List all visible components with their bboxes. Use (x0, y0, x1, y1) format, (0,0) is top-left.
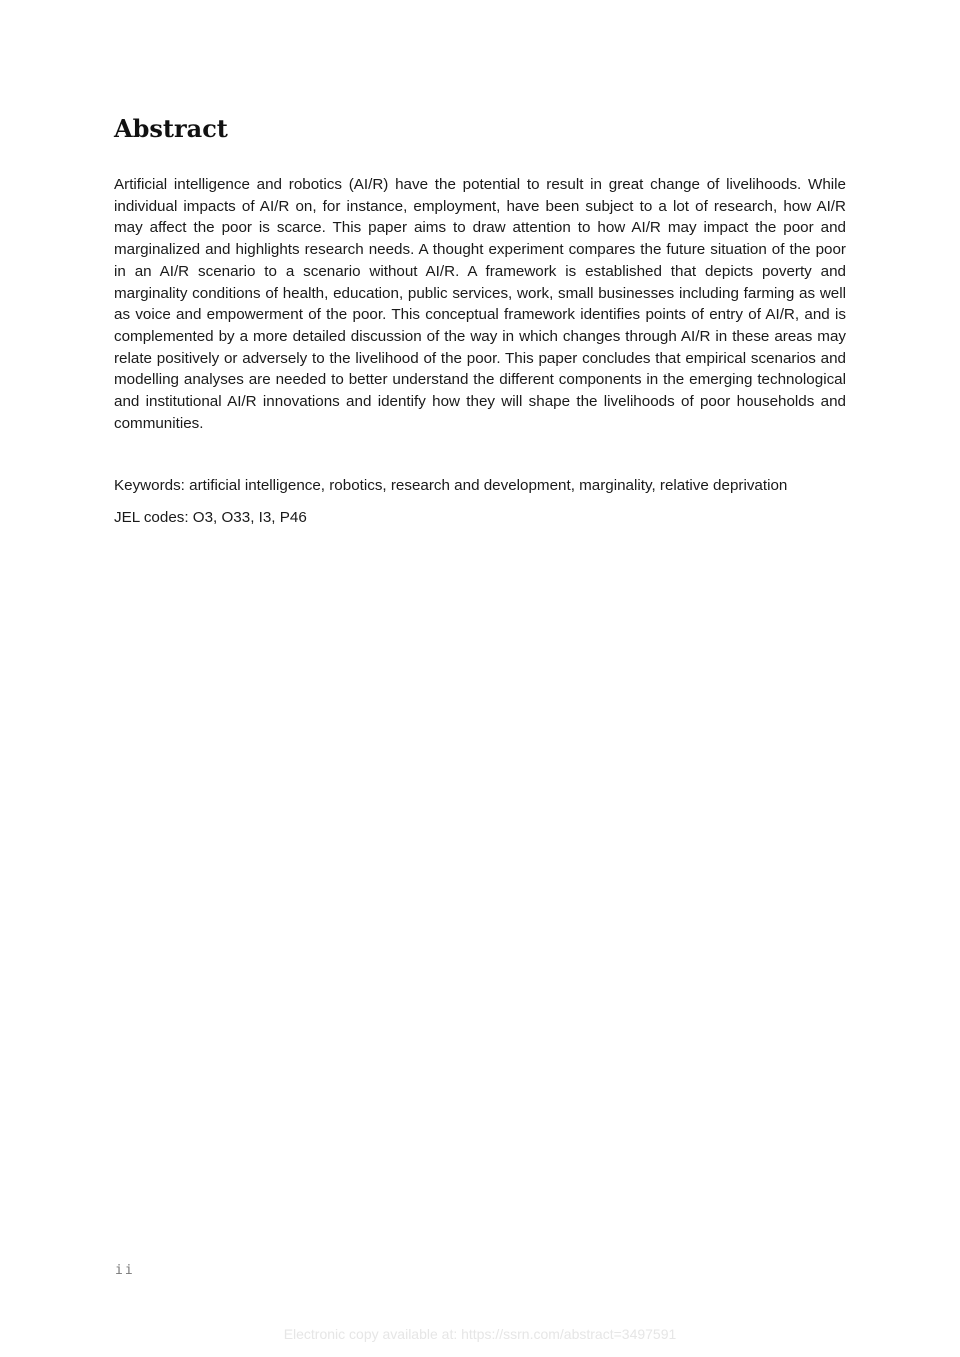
jel-codes-line: JEL codes: O3, O33, I3, P46 (114, 509, 307, 526)
page-number: ii (115, 1263, 135, 1278)
abstract-heading: Abstract (114, 114, 228, 143)
abstract-paragraph: Artificial intelligence and robotics (AI/R) have the potential to result in great change of livelihoods. While individual impacts of AI/R on, for instance, employment, have been subject to a lot of research, how AI/R may affect the poor is scarce. This paper aims to draw attention to how AI/R may impact the poor and marginalized and highlights research needs. A thought experiment compares the future situation of the poor in an AI/R scenario to a scenario without AI/R. A framework is established that depicts poverty and marginality conditions of health, education, public services, work, small businesses including farming as well as voice and empowerment of the poor. This conceptual framework identifies points of entry of AI/R, and is complemented by a more detailed discussion of the way in which changes through AI/R in these areas may relate positively or adversely to the livelihood of the poor. This paper concludes that empirical scenarios and modelling analyses are needed to better understand the different components in the emerging technological and institutional AI/R innovations and identify how they will shape the livelihoods of poor households and communities. (114, 176, 846, 432)
keywords-line: Keywords: artificial intelligence, robotics, research and development, marginality, relative deprivation (114, 477, 788, 494)
footer-watermark: Electronic copy available at: https://ssrn.com/abstract=3497591 (283, 1326, 677, 1342)
